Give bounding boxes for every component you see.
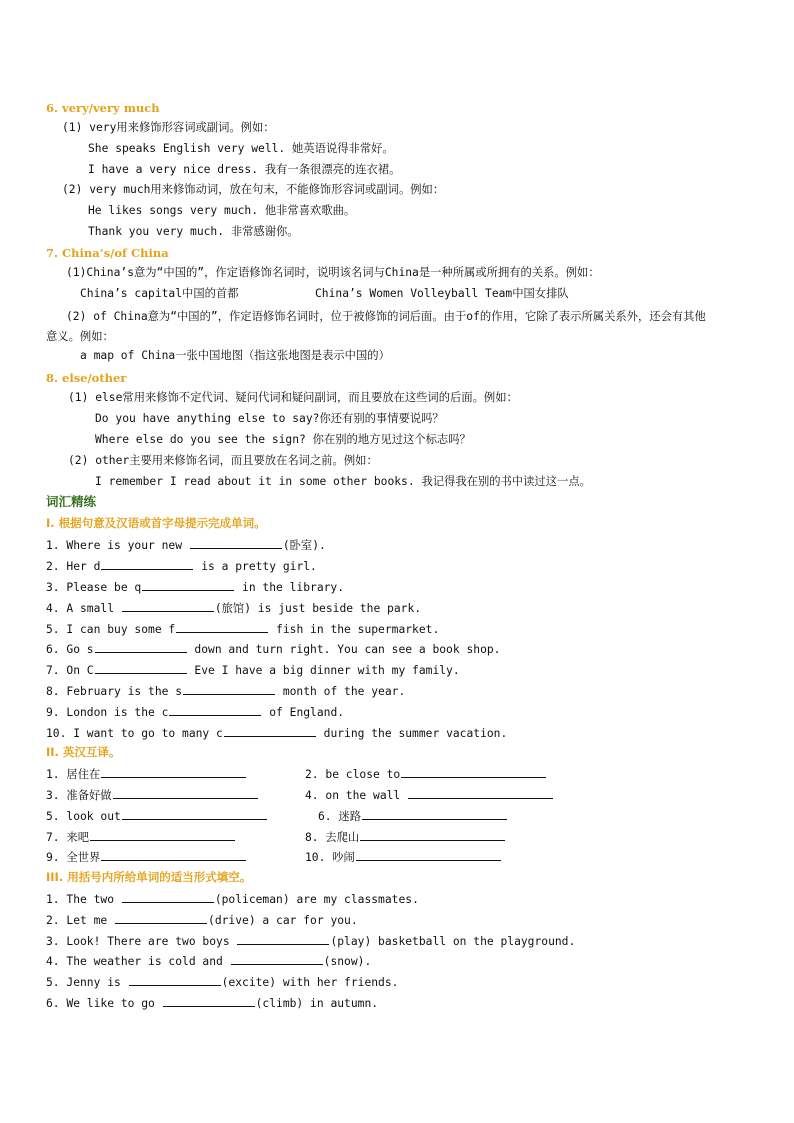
rule-text: (2) of China意为“中国的”，作定语修饰名词时，位于被修饰的词后面。由于of的作用，它除了表示所属关系外，还会有其他意义。例如： xyxy=(46,310,706,343)
example-text: Thank you very much. 非常感谢你。 xyxy=(88,225,299,238)
answer-blank[interactable] xyxy=(113,786,258,799)
translation-item: 6. 迷路 xyxy=(318,807,508,825)
answer-blank[interactable] xyxy=(183,682,275,695)
translation-item: 8. 去爬山 xyxy=(305,828,506,846)
answer-blank[interactable] xyxy=(129,973,221,986)
answer-blank[interactable] xyxy=(122,890,214,903)
rule-text: (1)China’s意为“中国的”，作定语修饰名词时，说明该名词与China是一种所属或所拥有的关系。例如： xyxy=(66,266,600,279)
exercise-item: 3. Look! There are two boys (play) basketball on the playground. xyxy=(46,932,575,950)
example-text: China’s capital中国的首都 xyxy=(80,287,239,300)
practice-title: 词汇精练 xyxy=(46,494,97,509)
example-text: a map of China一张中国地图（指这张地图是表示中国的） xyxy=(80,349,390,362)
answer-blank[interactable] xyxy=(90,828,235,841)
rule-text: (1) else常用来修饰不定代词、疑问代词和疑问副词，而且要放在这些词的后面。例如： xyxy=(68,391,518,404)
answer-blank[interactable] xyxy=(122,599,214,612)
rule-text: (1) very用来修饰形容词或副词。例如： xyxy=(62,121,275,134)
exercise-item: 2. Let me (drive) a car for you. xyxy=(46,911,358,929)
answer-blank[interactable] xyxy=(115,911,207,924)
exercise-item: 4. A small (旅馆) is just beside the park. xyxy=(46,599,421,617)
answer-blank[interactable] xyxy=(190,536,282,549)
answer-blank[interactable] xyxy=(237,932,329,945)
exercise-item: 9. London is the c of England. xyxy=(46,703,344,721)
translation-item: 2. be close to xyxy=(305,765,547,783)
rule-text: (2) very much用来修饰动词，放在句末，不能修饰形容词或副词。例如： xyxy=(62,183,445,196)
translation-item: 4. on the wall xyxy=(305,786,554,804)
answer-blank[interactable] xyxy=(401,765,546,778)
example-text: Do you have anything else to say?你还有别的事情要说吗？ xyxy=(95,412,444,425)
exercise-item: 1. Where is your new (卧室). xyxy=(46,536,326,554)
heading-else-other: 8. else/other xyxy=(46,371,127,385)
example-text: She speaks English very well. 她英语说得非常好。 xyxy=(88,142,394,155)
example-text: I remember I read about it in some other books. 我记得我在别的书中读过这一点。 xyxy=(95,475,591,488)
answer-blank[interactable] xyxy=(101,765,246,778)
exercise-item: 6. Go s down and turn right. You can see a book shop. xyxy=(46,640,500,658)
translation-item: 9. 全世界 xyxy=(46,848,247,866)
part3-title: III. 用括号内所给单词的适当形式填空。 xyxy=(46,870,252,884)
answer-blank[interactable] xyxy=(176,620,268,633)
example-text: China’s Women Volleyball Team中国女排队 xyxy=(315,287,569,300)
exercise-item: 8. February is the s month of the year. xyxy=(46,682,405,700)
exercise-item: 2. Her d is a pretty girl. xyxy=(46,557,317,575)
exercise-item: 6. We like to go (climb) in autumn. xyxy=(46,994,378,1012)
part1-title: I. 根据句意及汉语或首字母提示完成单词。 xyxy=(46,516,266,530)
answer-blank[interactable] xyxy=(163,994,255,1007)
answer-blank[interactable] xyxy=(142,578,234,591)
answer-blank[interactable] xyxy=(169,703,261,716)
exercise-item: 10. I want to go to many c during the summer vacation. xyxy=(46,724,507,742)
example-text: Where else do you see the sign? 你在别的地方见过这个标志吗？ xyxy=(95,433,471,446)
exercise-item: 5. Jenny is (excite) with her friends. xyxy=(46,973,398,991)
translation-item: 1. 居住在 xyxy=(46,765,247,783)
answer-blank[interactable] xyxy=(360,828,505,841)
answer-blank[interactable] xyxy=(224,724,316,737)
answer-blank[interactable] xyxy=(101,557,193,570)
translation-item: 3. 准备好做 xyxy=(46,786,259,804)
exercise-item: 5. I can buy some f fish in the supermarket. xyxy=(46,620,439,638)
answer-blank[interactable] xyxy=(122,807,267,820)
translation-item: 10. 吵闹 xyxy=(305,848,502,866)
answer-blank[interactable] xyxy=(101,848,246,861)
answer-blank[interactable] xyxy=(95,640,187,653)
answer-blank[interactable] xyxy=(356,848,501,861)
exercise-item: 7. On C Eve I have a big dinner with my family. xyxy=(46,661,460,679)
heading-china-s: 7. China’s/of China xyxy=(46,246,169,260)
example-text: I have a very nice dress. 我有一条很漂亮的连衣裙。 xyxy=(88,163,401,176)
translation-item: 5. look out xyxy=(46,807,268,825)
answer-blank[interactable] xyxy=(362,807,507,820)
answer-blank[interactable] xyxy=(408,786,553,799)
answer-blank[interactable] xyxy=(95,661,187,674)
part2-title: II. 英汉互译。 xyxy=(46,745,121,759)
example-text: He likes songs very much. 他非常喜欢歌曲。 xyxy=(88,204,356,217)
answer-blank[interactable] xyxy=(231,952,323,965)
rule-text: (2) other主要用来修饰名词，而且要放在名词之前。例如： xyxy=(68,454,378,467)
exercise-item: 3. Please be q in the library. xyxy=(46,578,344,596)
translation-item: 7. 来吧 xyxy=(46,828,236,846)
heading-very-much: 6. very/very much xyxy=(46,101,160,115)
exercise-item: 4. The weather is cold and (snow). xyxy=(46,952,371,970)
exercise-item: 1. The two (policeman) are my classmates. xyxy=(46,890,419,908)
